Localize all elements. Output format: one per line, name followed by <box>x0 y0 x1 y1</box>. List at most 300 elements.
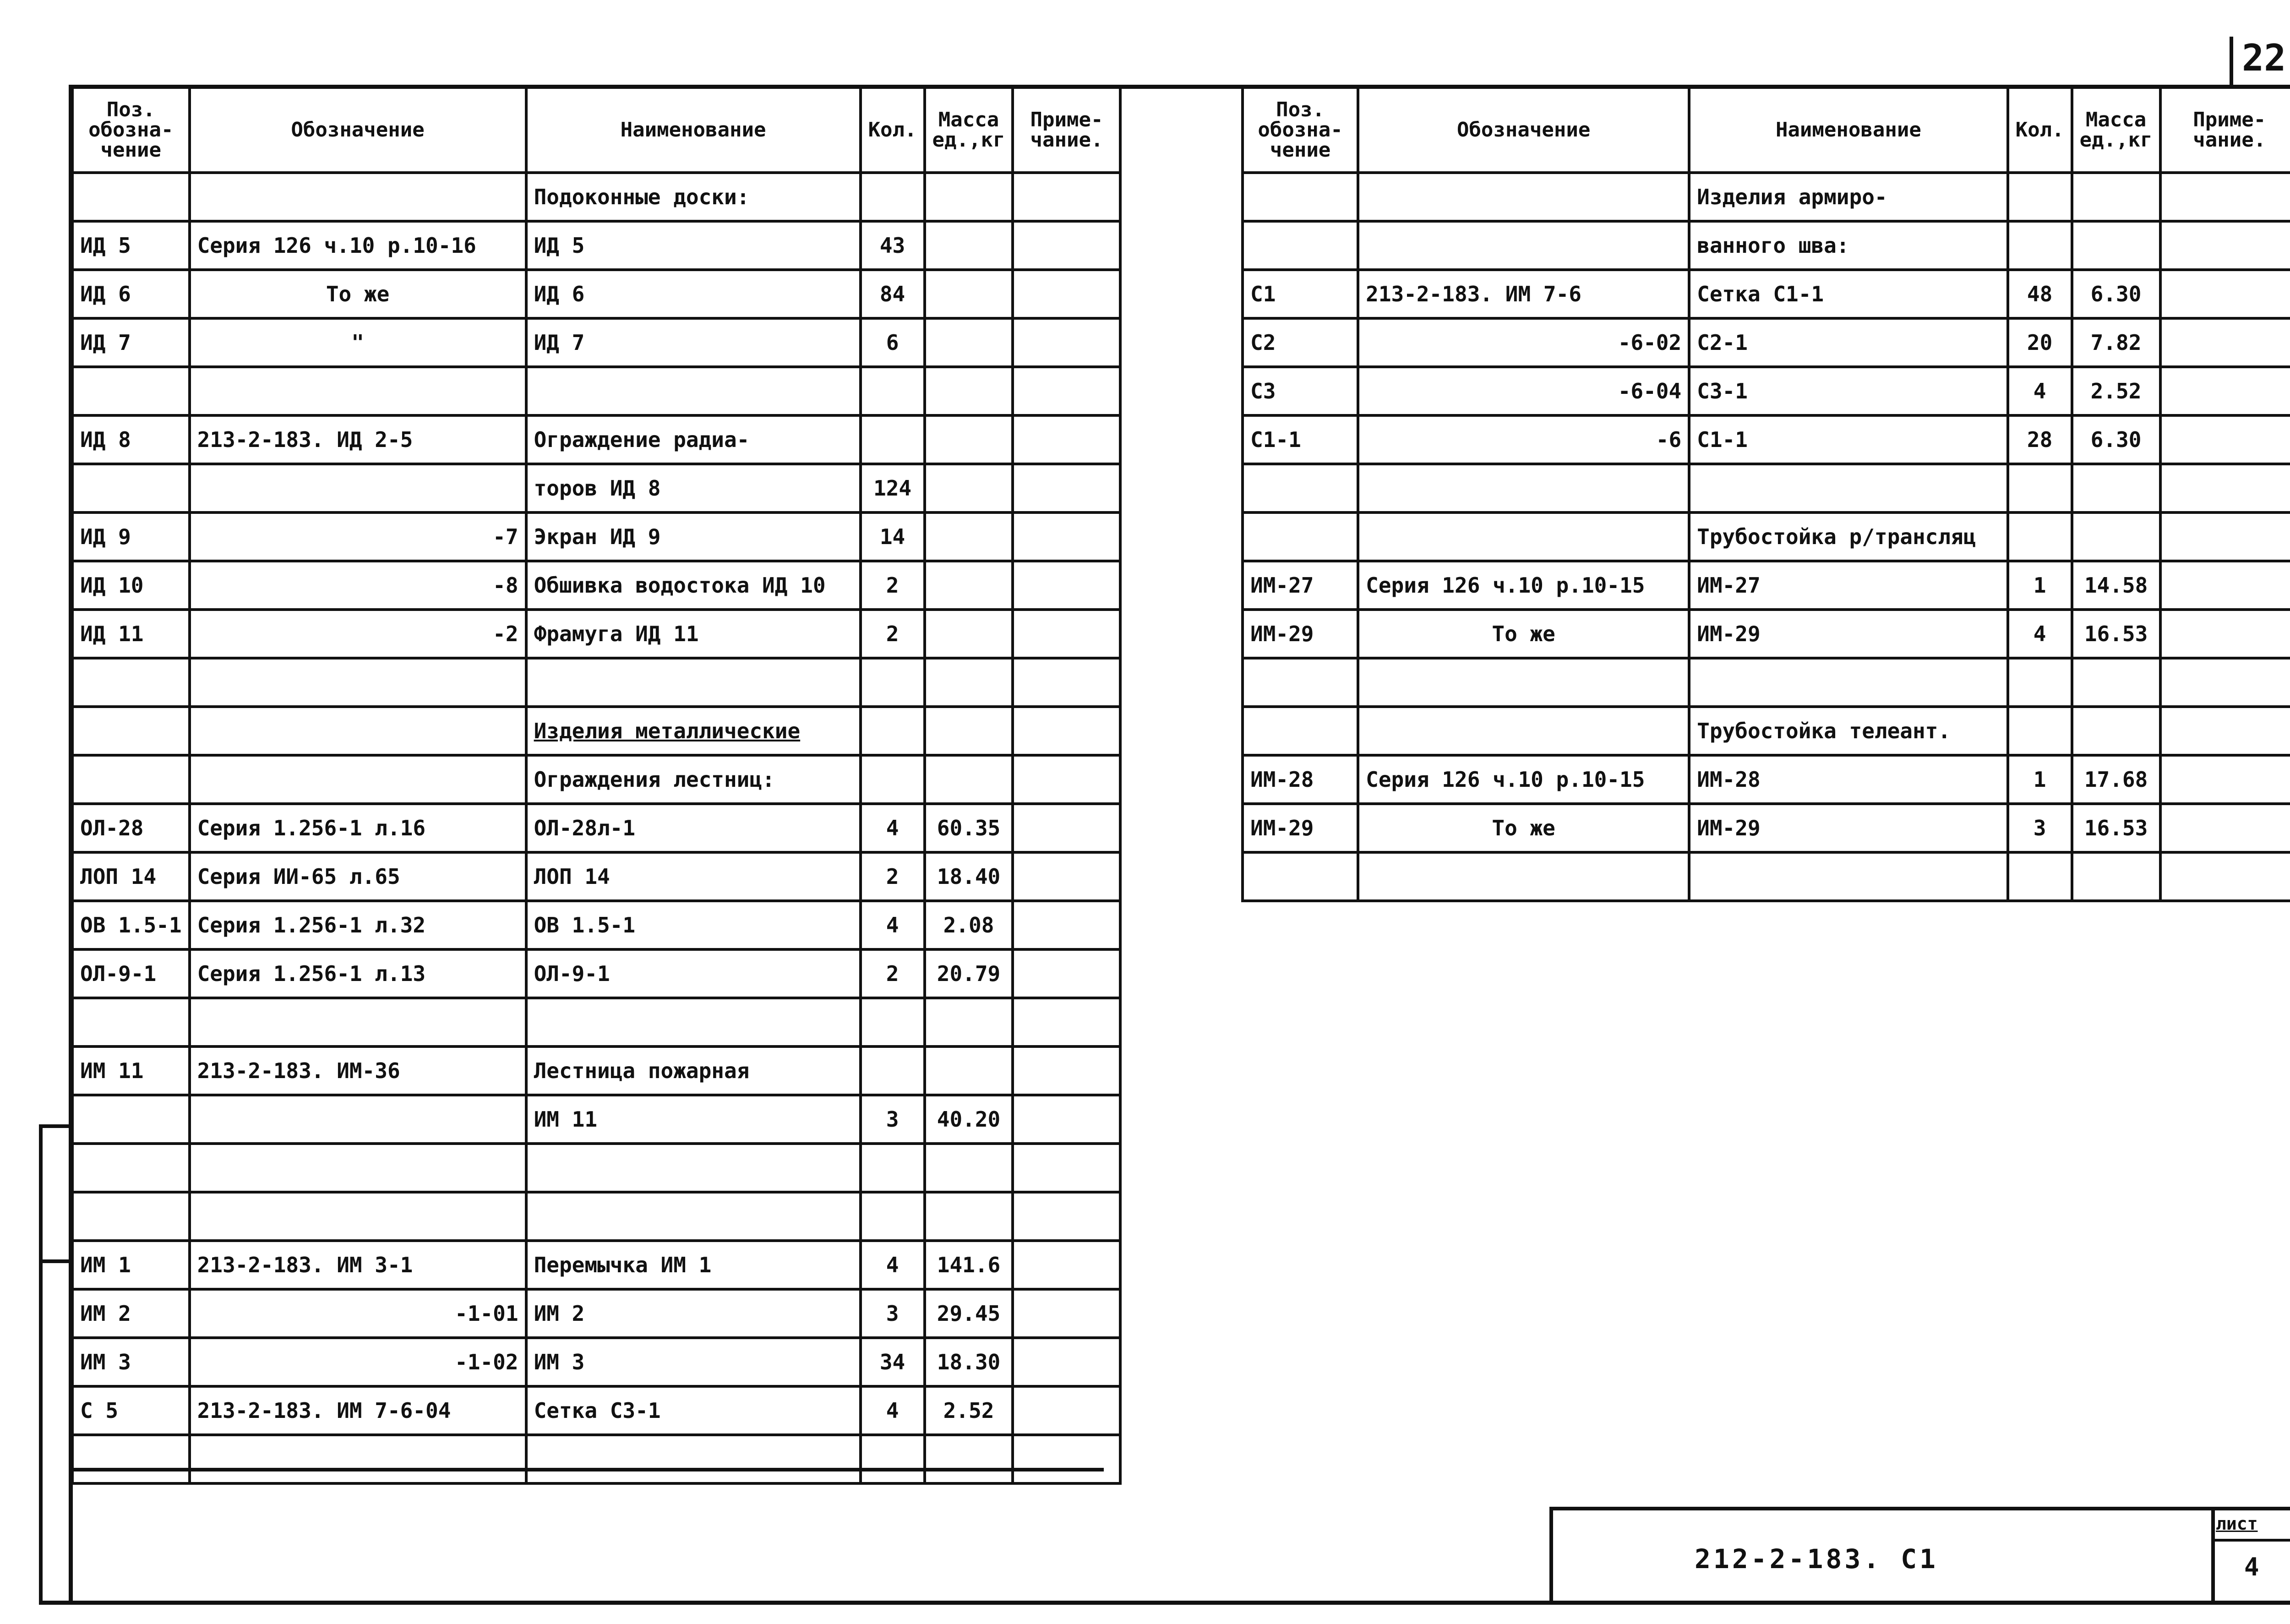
cell-position: ЛОП 14 <box>72 852 190 901</box>
cell-designation <box>1358 852 1689 901</box>
cell-designation: -6-04 <box>1358 367 1689 415</box>
cell-mass <box>925 707 1013 755</box>
cell-mass: 2.52 <box>2072 367 2160 415</box>
cell-name <box>1689 464 2007 512</box>
cell-designation: Серия 1.256-1 л.16 <box>190 804 526 852</box>
cell-quantity: 2 <box>861 949 925 998</box>
cell-designation <box>190 173 526 221</box>
cell-position <box>72 173 190 221</box>
cell-designation: 213-2-183. ИД 2-5 <box>190 415 526 464</box>
cell-mass <box>925 998 1013 1046</box>
table-row <box>1243 610 2290 658</box>
cell-note <box>1013 561 1120 610</box>
cell-quantity <box>861 755 925 804</box>
cell-note <box>2160 270 2290 318</box>
cell-position <box>72 1095 190 1144</box>
cell-position: ИМ 3 <box>72 1338 190 1386</box>
header-pos: Поз. обозна- чение <box>1243 87 1358 173</box>
cell-mass: 7.82 <box>2072 318 2160 367</box>
cell-quantity: 34 <box>861 1338 925 1386</box>
cell-designation <box>190 998 526 1046</box>
cell-name: ИМ-29 <box>1689 804 2007 852</box>
table-row <box>72 561 1120 610</box>
cell-name <box>526 367 861 415</box>
cell-quantity <box>861 707 925 755</box>
table-row <box>72 949 1120 998</box>
cell-name: Сетка С1-1 <box>1689 270 2007 318</box>
cell-note <box>2160 658 2290 707</box>
cell-name: ОЛ-9-1 <box>526 949 861 998</box>
cell-designation: Серия 126 ч.10 р.10-15 <box>1358 755 1689 804</box>
cell-designation <box>1358 512 1689 561</box>
cell-position <box>1243 852 1358 901</box>
cell-name: Ограждение радиа- <box>526 415 861 464</box>
cell-name: Ограждения лестниц: <box>526 755 861 804</box>
cell-designation: То же <box>1358 610 1689 658</box>
cell-quantity <box>861 998 925 1046</box>
table-row <box>1243 804 2290 852</box>
cell-designation <box>1358 221 1689 270</box>
cell-mass: 17.68 <box>2072 755 2160 804</box>
header-designation: Обозначение <box>1358 87 1689 173</box>
cell-note <box>1013 658 1120 707</box>
right-specification-table <box>1241 86 2290 902</box>
table-row <box>72 610 1120 658</box>
table-row <box>72 755 1120 804</box>
cell-mass: 20.79 <box>925 949 1013 998</box>
cell-quantity: 4 <box>2008 367 2072 415</box>
header-note: Приме- чание. <box>1013 87 1120 173</box>
cell-position <box>72 707 190 755</box>
cell-note <box>2160 367 2290 415</box>
cell-mass: 6.30 <box>2072 415 2160 464</box>
sheet-label: лист <box>2216 1514 2258 1534</box>
cell-quantity: 3 <box>861 1095 925 1144</box>
cell-position: С3 <box>1243 367 1358 415</box>
table-row <box>72 270 1120 318</box>
cell-position: ИД 10 <box>72 561 190 610</box>
cell-note <box>2160 464 2290 512</box>
cell-mass <box>925 1435 1013 1483</box>
cell-mass <box>925 1192 1013 1241</box>
cell-quantity <box>2008 173 2072 221</box>
cell-name: Изделия армиро- <box>1689 173 2007 221</box>
cell-quantity <box>861 1144 925 1192</box>
cell-designation <box>190 1435 526 1483</box>
cell-name: Лестница пожарная <box>526 1046 861 1095</box>
cell-mass <box>2072 658 2160 707</box>
cell-note <box>1013 610 1120 658</box>
table-header-row <box>1243 87 2290 173</box>
cell-designation: -6 <box>1358 415 1689 464</box>
table-row <box>72 658 1120 707</box>
cell-position: С1 <box>1243 270 1358 318</box>
cell-position: ИД 7 <box>72 318 190 367</box>
cell-designation <box>190 1192 526 1241</box>
cell-quantity: 6 <box>861 318 925 367</box>
cell-position: ИМ-28 <box>1243 755 1358 804</box>
cell-mass <box>925 221 1013 270</box>
sheet-number-bar <box>2230 37 2233 85</box>
cell-name <box>526 658 861 707</box>
cell-note <box>2160 852 2290 901</box>
cell-position: ОЛ-9-1 <box>72 949 190 998</box>
table-row <box>72 1144 1120 1192</box>
cell-quantity <box>861 367 925 415</box>
cell-name: Трубостойка р/трансляц <box>1689 512 2007 561</box>
cell-note <box>1013 221 1120 270</box>
table-row <box>72 1192 1120 1241</box>
header-mass: Масса ед.,кг <box>2072 87 2160 173</box>
cell-position: ИД 6 <box>72 270 190 318</box>
cell-mass: 16.53 <box>2072 610 2160 658</box>
header-qty: Кол. <box>861 87 925 173</box>
cell-name: ИД 5 <box>526 221 861 270</box>
cell-designation <box>190 1095 526 1144</box>
cell-quantity: 1 <box>2008 755 2072 804</box>
cell-designation: -7 <box>190 512 526 561</box>
cell-mass: 60.35 <box>925 804 1013 852</box>
cell-quantity <box>861 1435 925 1483</box>
document-code: 212-2-183. С1 <box>1695 1543 1938 1575</box>
cell-position <box>72 1435 190 1483</box>
cell-name <box>526 998 861 1046</box>
cell-note <box>1013 1046 1120 1095</box>
header-name: Наименование <box>1689 87 2007 173</box>
table-row <box>72 1289 1120 1338</box>
cell-note <box>1013 1144 1120 1192</box>
cell-mass <box>925 367 1013 415</box>
cell-quantity <box>861 658 925 707</box>
cell-quantity: 2 <box>861 852 925 901</box>
cell-note <box>1013 1241 1120 1289</box>
cell-name: С3-1 <box>1689 367 2007 415</box>
cell-name: Трубостойка телеант. <box>1689 707 2007 755</box>
table-row <box>72 707 1120 755</box>
cell-name: ЛОП 14 <box>526 852 861 901</box>
table-row <box>72 512 1120 561</box>
table-row <box>72 852 1120 901</box>
cell-mass: 2.52 <box>925 1386 1013 1435</box>
cell-note <box>2160 221 2290 270</box>
cell-mass <box>925 318 1013 367</box>
cell-position <box>1243 707 1358 755</box>
cell-note <box>2160 804 2290 852</box>
cell-note <box>1013 270 1120 318</box>
table-row <box>72 318 1120 367</box>
table-row <box>1243 221 2290 270</box>
cell-quantity: 1 <box>2008 561 2072 610</box>
cell-mass <box>2072 512 2160 561</box>
cell-quantity: 124 <box>861 464 925 512</box>
cell-designation: 213-2-183. ИМ 3-1 <box>190 1241 526 1289</box>
table-row <box>1243 658 2290 707</box>
cell-note <box>2160 610 2290 658</box>
header-note: Приме- чание. <box>2160 87 2290 173</box>
table-row <box>1243 270 2290 318</box>
cell-note <box>1013 1289 1120 1338</box>
cell-quantity: 48 <box>2008 270 2072 318</box>
cell-name: ИД 7 <box>526 318 861 367</box>
cell-designation: Серия 1.256-1 л.13 <box>190 949 526 998</box>
cell-name <box>526 1435 861 1483</box>
cell-position: ИМ 11 <box>72 1046 190 1095</box>
cell-quantity: 4 <box>861 1241 925 1289</box>
cell-note <box>1013 1435 1120 1483</box>
cell-quantity: 14 <box>861 512 925 561</box>
cell-note <box>2160 173 2290 221</box>
cell-quantity <box>861 415 925 464</box>
cell-position <box>72 998 190 1046</box>
cell-note <box>2160 512 2290 561</box>
cell-designation: Серия 1.256-1 л.32 <box>190 901 526 949</box>
cell-quantity <box>2008 707 2072 755</box>
header-designation: Обозначение <box>190 87 526 173</box>
cell-position: С2 <box>1243 318 1358 367</box>
cell-note <box>1013 1338 1120 1386</box>
cell-position: С1-1 <box>1243 415 1358 464</box>
cell-name: ИД 6 <box>526 270 861 318</box>
cell-note <box>1013 901 1120 949</box>
cell-position <box>72 464 190 512</box>
cell-mass <box>925 1046 1013 1095</box>
cell-note <box>1013 998 1120 1046</box>
cell-name: Экран ИД 9 <box>526 512 861 561</box>
cell-position <box>72 1144 190 1192</box>
cell-designation <box>190 755 526 804</box>
cell-position: ИМ-29 <box>1243 804 1358 852</box>
cell-position: С 5 <box>72 1386 190 1435</box>
cell-mass: 141.6 <box>925 1241 1013 1289</box>
cell-mass <box>925 755 1013 804</box>
cell-note <box>1013 367 1120 415</box>
cell-quantity <box>861 173 925 221</box>
table-row <box>72 1241 1120 1289</box>
cell-name: ИМ 3 <box>526 1338 861 1386</box>
cell-name <box>526 1192 861 1241</box>
cell-position <box>72 367 190 415</box>
left-specification-table <box>71 86 1122 1485</box>
cell-quantity <box>2008 464 2072 512</box>
cell-position <box>1243 221 1358 270</box>
binding-margin-line <box>39 1124 43 1603</box>
cell-designation: -1-02 <box>190 1338 526 1386</box>
table-row <box>72 415 1120 464</box>
cell-designation: Серия ИИ-65 л.65 <box>190 852 526 901</box>
title-block-divider <box>2215 1539 2290 1542</box>
cell-quantity: 3 <box>861 1289 925 1338</box>
table-row <box>1243 318 2290 367</box>
cell-mass <box>925 415 1013 464</box>
table-row <box>72 1046 1120 1095</box>
cell-designation <box>1358 464 1689 512</box>
cell-position: ИД 5 <box>72 221 190 270</box>
cell-mass <box>925 512 1013 561</box>
cell-note <box>2160 415 2290 464</box>
cell-name: ОВ 1.5-1 <box>526 901 861 949</box>
cell-designation: Серия 126 ч.10 р.10-16 <box>190 221 526 270</box>
cell-note <box>1013 415 1120 464</box>
cell-designation <box>190 367 526 415</box>
cell-mass <box>2072 173 2160 221</box>
cell-mass <box>2072 707 2160 755</box>
cell-note <box>1013 512 1120 561</box>
cell-name: Изделия металлические <box>526 707 861 755</box>
cell-quantity: 4 <box>2008 610 2072 658</box>
cell-mass <box>2072 852 2160 901</box>
cell-name <box>526 1144 861 1192</box>
header-mass: Масса ед.,кг <box>925 87 1013 173</box>
cell-name: ИМ 2 <box>526 1289 861 1338</box>
cell-quantity: 4 <box>861 1386 925 1435</box>
cell-position: ИД 11 <box>72 610 190 658</box>
cell-designation <box>190 1144 526 1192</box>
table-row <box>72 1095 1120 1144</box>
table-row <box>1243 755 2290 804</box>
cell-quantity: 20 <box>2008 318 2072 367</box>
cell-quantity <box>861 1192 925 1241</box>
cell-quantity: 43 <box>861 221 925 270</box>
title-block-divider <box>2211 1507 2215 1603</box>
cell-mass <box>925 658 1013 707</box>
cell-mass: 29.45 <box>925 1289 1013 1338</box>
cell-designation <box>1358 658 1689 707</box>
cell-designation: 213-2-183. ИМ 7-6-04 <box>190 1386 526 1435</box>
cell-quantity: 84 <box>861 270 925 318</box>
cell-note <box>2160 561 2290 610</box>
cell-designation <box>190 658 526 707</box>
cell-position: ИД 9 <box>72 512 190 561</box>
cell-mass <box>925 561 1013 610</box>
cell-note <box>1013 707 1120 755</box>
cell-note <box>2160 318 2290 367</box>
table-row <box>72 901 1120 949</box>
cell-name: ИМ-28 <box>1689 755 2007 804</box>
cell-quantity <box>861 1046 925 1095</box>
cell-name: торов ИД 8 <box>526 464 861 512</box>
table-row <box>72 464 1120 512</box>
cell-designation: " <box>190 318 526 367</box>
cell-note <box>1013 464 1120 512</box>
table-row <box>72 221 1120 270</box>
cell-quantity <box>2008 221 2072 270</box>
header-name: Наименование <box>526 87 861 173</box>
cell-designation: То же <box>190 270 526 318</box>
cell-note <box>1013 949 1120 998</box>
cell-position: ИМ 2 <box>72 1289 190 1338</box>
cell-mass <box>2072 464 2160 512</box>
cell-quantity: 3 <box>2008 804 2072 852</box>
binding-margin-tick <box>39 1124 71 1128</box>
cell-mass: 18.30 <box>925 1338 1013 1386</box>
cell-designation: -2 <box>190 610 526 658</box>
table-row <box>72 367 1120 415</box>
cell-mass: 2.08 <box>925 901 1013 949</box>
table-row <box>1243 173 2290 221</box>
cell-position: ИД 8 <box>72 415 190 464</box>
cell-mass: 40.20 <box>925 1095 1013 1144</box>
header-qty: Кол. <box>2008 87 2072 173</box>
cell-name: Перемычка ИМ 1 <box>526 1241 861 1289</box>
cell-name <box>1689 658 2007 707</box>
cell-designation: 213-2-183. ИМ-36 <box>190 1046 526 1095</box>
header-pos: Поз. обозна- чение <box>72 87 190 173</box>
cell-quantity: 2 <box>861 610 925 658</box>
cell-note <box>1013 852 1120 901</box>
table-row <box>72 998 1120 1046</box>
table-row <box>1243 561 2290 610</box>
binding-margin-tick <box>39 1259 71 1263</box>
cell-name: ванного шва: <box>1689 221 2007 270</box>
table-row <box>1243 367 2290 415</box>
cell-mass: 14.58 <box>2072 561 2160 610</box>
cell-position <box>72 755 190 804</box>
cell-mass <box>925 270 1013 318</box>
cell-designation <box>1358 173 1689 221</box>
cell-note <box>1013 804 1120 852</box>
cell-position: ОВ 1.5-1 <box>72 901 190 949</box>
cell-name: ИМ 11 <box>526 1095 861 1144</box>
cell-quantity <box>2008 852 2072 901</box>
cell-note <box>1013 755 1120 804</box>
cell-name: Обшивка водостока ИД 10 <box>526 561 861 610</box>
table-row <box>72 804 1120 852</box>
cell-note <box>2160 707 2290 755</box>
cell-name: ИМ-27 <box>1689 561 2007 610</box>
cell-position <box>1243 512 1358 561</box>
table-row <box>1243 464 2290 512</box>
cell-designation <box>190 464 526 512</box>
sheet-number: 22 <box>2242 37 2286 79</box>
cell-mass: 18.40 <box>925 852 1013 901</box>
cell-note <box>1013 173 1120 221</box>
cell-quantity: 4 <box>861 901 925 949</box>
table-row <box>72 173 1120 221</box>
cell-designation: -8 <box>190 561 526 610</box>
cell-note <box>1013 318 1120 367</box>
cell-name: ИМ-29 <box>1689 610 2007 658</box>
cell-position: ИМ-29 <box>1243 610 1358 658</box>
cell-note <box>2160 755 2290 804</box>
cell-quantity: 2 <box>861 561 925 610</box>
table-header-row <box>72 87 1120 173</box>
cell-name <box>1689 852 2007 901</box>
table-row <box>72 1435 1120 1483</box>
table-row <box>72 1386 1120 1435</box>
table-row <box>1243 512 2290 561</box>
sheet-page-number: 4 <box>2244 1553 2259 1581</box>
cell-mass: 6.30 <box>2072 270 2160 318</box>
table-row <box>1243 852 2290 901</box>
cell-quantity <box>2008 512 2072 561</box>
cell-mass <box>925 610 1013 658</box>
table-row <box>1243 415 2290 464</box>
cell-name: ОЛ-28л-1 <box>526 804 861 852</box>
cell-designation <box>190 707 526 755</box>
cell-position <box>72 1192 190 1241</box>
cell-position: ОЛ-28 <box>72 804 190 852</box>
cell-mass <box>2072 221 2160 270</box>
cell-position: ИМ 1 <box>72 1241 190 1289</box>
cell-designation: -6-02 <box>1358 318 1689 367</box>
table-row <box>1243 707 2290 755</box>
cell-position: ИМ-27 <box>1243 561 1358 610</box>
cell-name: Сетка С3-1 <box>526 1386 861 1435</box>
table-row <box>72 1338 1120 1386</box>
cell-name: Фрамуга ИД 11 <box>526 610 861 658</box>
cell-quantity: 28 <box>2008 415 2072 464</box>
cell-name: С2-1 <box>1689 318 2007 367</box>
